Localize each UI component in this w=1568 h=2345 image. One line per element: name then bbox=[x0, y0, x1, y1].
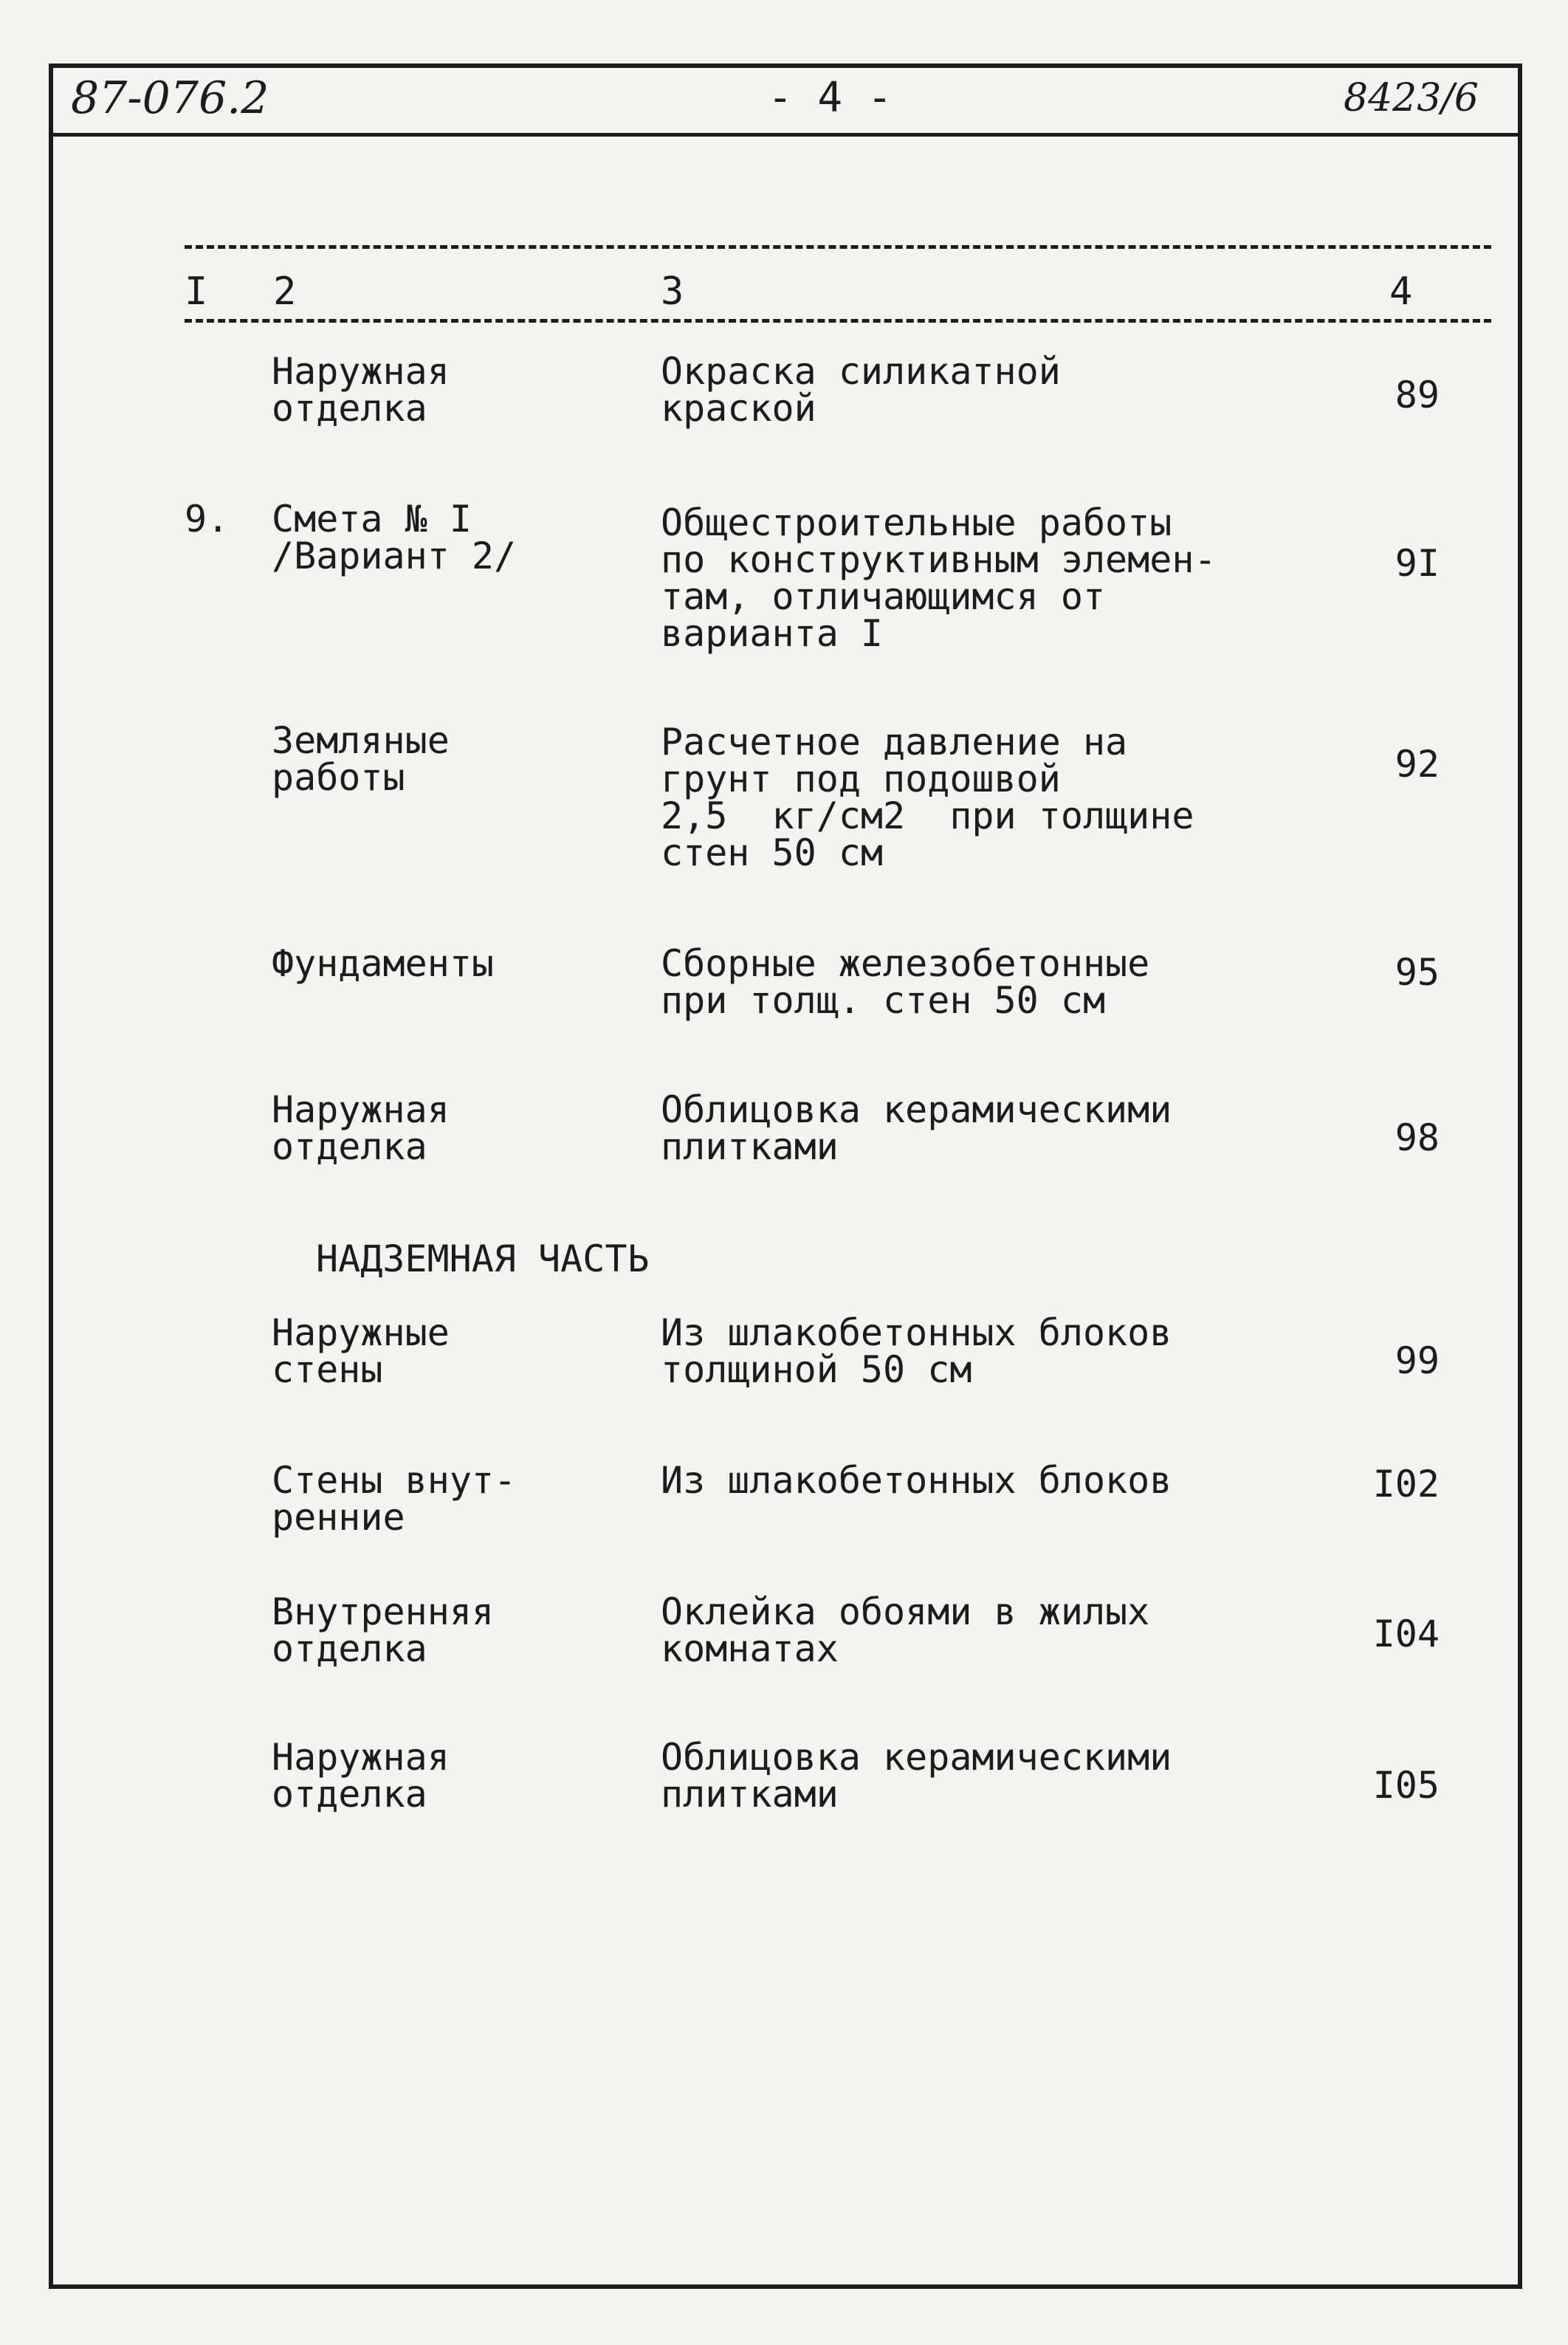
row-description-line: варианта I bbox=[661, 612, 884, 655]
page-number: - 4 - bbox=[768, 74, 893, 122]
row-page: 99 bbox=[1395, 1339, 1440, 1382]
header-divider bbox=[49, 133, 1522, 137]
row-title-line: Смета № I bbox=[272, 498, 472, 540]
row-description-line: толщиной 50 см bbox=[661, 1348, 972, 1391]
row-description-line: при толщ. стен 50 см bbox=[661, 979, 1106, 1022]
row-page: 95 bbox=[1395, 951, 1440, 994]
row-title-line: Фундаменты bbox=[272, 942, 495, 985]
row-title-line: Наружная bbox=[272, 1736, 450, 1779]
row-title-line: ренние bbox=[272, 1496, 405, 1539]
doc-code: 87-076.2 bbox=[71, 72, 269, 124]
row-page: 9I bbox=[1395, 542, 1440, 585]
row-page: I02 bbox=[1372, 1463, 1440, 1505]
row-description-line: Окраска силикатной bbox=[661, 350, 1061, 393]
row-page: 92 bbox=[1395, 743, 1440, 786]
row-description-line: там, отличающимся от bbox=[661, 575, 1106, 618]
row-description-line: стен 50 см bbox=[661, 831, 884, 874]
column-number-1: I bbox=[185, 269, 208, 314]
row-title-line: работы bbox=[272, 756, 405, 799]
row-description-line: Общестроительные работы bbox=[661, 501, 1172, 544]
column-number-4: 4 bbox=[1389, 269, 1413, 314]
row-title-line: Наружная bbox=[272, 1088, 450, 1131]
row-title-line: Внутренняя bbox=[272, 1590, 495, 1633]
row-description-line: комнатах bbox=[661, 1627, 839, 1670]
section-title: НАДЗЕМНАЯ ЧАСТЬ bbox=[316, 1237, 650, 1280]
column-number-3: 3 bbox=[661, 269, 684, 314]
row-description-line: Сборные железобетонные bbox=[661, 942, 1150, 985]
row-description-line: Оклейка обоями в жилых bbox=[661, 1590, 1150, 1633]
table-top-rule bbox=[185, 245, 1491, 249]
row-title-line: отделка bbox=[272, 1773, 427, 1816]
row-title-line: стены bbox=[272, 1348, 383, 1391]
sheet-code: 8423/6 bbox=[1344, 76, 1479, 120]
column-header-rule bbox=[185, 319, 1491, 323]
row-description-line: плитками bbox=[661, 1773, 839, 1816]
row-description-line: плитками bbox=[661, 1125, 839, 1168]
row-description-line: по конструктивным элемен- bbox=[661, 538, 1217, 581]
row-number: 9. bbox=[185, 498, 230, 540]
row-description-line: грунт под подошвой bbox=[661, 758, 1061, 800]
row-page: I04 bbox=[1372, 1613, 1440, 1655]
row-title-line: /Вариант 2/ bbox=[272, 535, 517, 577]
row-description-line: Расчетное давление на bbox=[661, 721, 1128, 763]
row-page: 98 bbox=[1395, 1116, 1440, 1159]
row-description-line: Из шлакобетонных блоков bbox=[661, 1311, 1172, 1354]
row-title-line: отделка bbox=[272, 1125, 427, 1168]
row-page: I05 bbox=[1372, 1764, 1440, 1807]
row-title-line: отделка bbox=[272, 387, 427, 430]
row-title-line: Стены внут- bbox=[272, 1459, 517, 1502]
row-description-line: Облицовка керамическими bbox=[661, 1088, 1172, 1131]
row-title-line: Наружная bbox=[272, 350, 450, 393]
row-page: 89 bbox=[1395, 374, 1440, 416]
row-description-line: краской bbox=[661, 387, 816, 430]
row-description-line: 2,5 кг/см2 при толщине bbox=[661, 794, 1194, 837]
row-description-line: Из шлакобетонных блоков bbox=[661, 1459, 1172, 1502]
row-title-line: отделка bbox=[272, 1627, 427, 1670]
column-number-2: 2 bbox=[273, 269, 297, 314]
row-title-line: Наружные bbox=[272, 1311, 450, 1354]
row-description-line: Облицовка керамическими bbox=[661, 1736, 1172, 1779]
row-title-line: Земляные bbox=[272, 719, 450, 762]
